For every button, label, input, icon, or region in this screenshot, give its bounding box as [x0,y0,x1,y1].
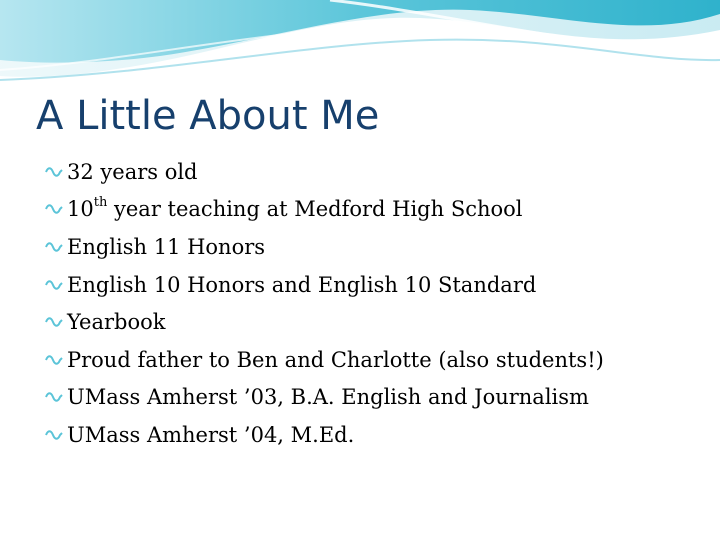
bullet-text [67,197,523,221]
bullet-text: Proud father to Ben and Charlotte (also students!) [67,347,604,372]
wavy-bullet-icon [44,314,64,330]
bullet-item-age [44,153,604,191]
bullet-text: English 11 Honors [67,234,266,259]
bullet-item-english-10 [44,266,604,304]
wavy-bullet-icon [44,352,64,368]
bullet-text-rest: year teaching at Medford High School [107,197,523,222]
bullet-text: English 10 Honors and English 10 Standard [67,272,537,297]
bullet-text: Yearbook [67,310,166,335]
wave-header-decoration [0,0,720,90]
wavy-bullet-icon [44,201,64,217]
wavy-bullet-icon [44,239,64,255]
slide-title: A Little About Me [36,93,380,139]
wavy-bullet-icon [44,277,64,293]
wavy-bullet-icon [44,164,64,180]
bullet-text-number: 10 [67,197,94,222]
bullet-item-teaching-year [44,191,604,229]
bullet-list [44,153,604,454]
wavy-bullet-icon [44,427,64,443]
bullet-item-med-degree [44,416,604,454]
wavy-bullet-icon [44,389,64,405]
bullet-item-family [44,341,604,379]
bullet-item-english-11 [44,228,604,266]
bullet-text: 32 years old [67,159,198,184]
bullet-item-ba-degree [44,379,604,417]
ordinal-suffix: th [93,195,108,211]
bullet-item-yearbook [44,303,604,341]
bullet-text: UMass Amherst ’04, M.Ed. [67,422,355,447]
bullet-text: UMass Amherst ’03, B.A. English and Journalism [67,385,589,410]
